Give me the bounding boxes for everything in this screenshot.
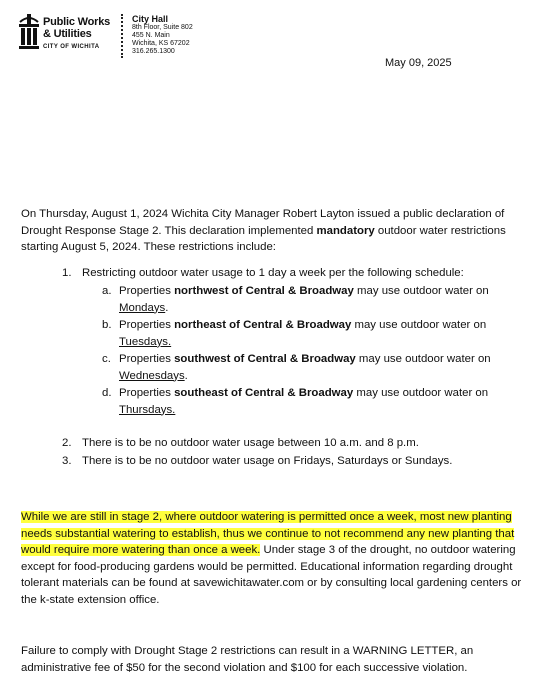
list-number: 2. <box>62 437 72 449</box>
address-line: Wichita, KS 67202 <box>132 40 190 47</box>
intro-paragraph: On Thursday, August 1, 2024 Wichita City Manager Robert Layton issued a public declaration of Drought Response Stage 2. This declaration implemented mandatory outdoor water restrictions starting August 5, 2024. These restrictions include: <box>21 208 506 253</box>
letterhead-divider <box>121 14 123 58</box>
list-item-2: There is to be no outdoor water usage between 10 a.m. and 8 p.m. <box>82 437 419 449</box>
org-line-2: & Utilities <box>43 28 92 40</box>
address-line: 8th Floor, Suite 802 <box>132 24 193 31</box>
sub-letter: c. <box>102 353 111 365</box>
mandatory-emphasis: mandatory <box>316 224 375 237</box>
list-number: 1. <box>62 267 72 279</box>
highlighted-text: While we are still in stage 2, where outdoor watering is permitted once a week, most new planting needs substantial watering to establish, thus we continue to not recommend any new planting that would require more watering than once a week. <box>21 511 515 556</box>
sub-letter: d. <box>102 387 112 399</box>
sub-letter: b. <box>102 319 112 331</box>
sub-item-b: Properties northeast of Central & Broadway may use outdoor water on Tuesdays. <box>119 319 487 348</box>
sub-letter: a. <box>102 285 112 297</box>
city-of-wichita-logo-icon <box>18 14 40 50</box>
org-line-1: Public Works <box>43 16 111 28</box>
recommendation-paragraph <box>21 509 533 608</box>
paragraph-text: Under stage 3 of the drought, no outdoor watering except for food-producing gardens would be permitted. Educational information regarding drought tolerant materials can be found at savewichitawater.com or by consulting local gardening centers or the k-state extension office. <box>21 544 522 606</box>
list-number: 3. <box>62 455 72 467</box>
office-title: City Hall <box>132 14 169 24</box>
phone-number: 316.265.1300 <box>132 48 175 55</box>
list-item-1: Restricting outdoor water usage to 1 day a week per the following schedule: <box>82 267 464 279</box>
letter-date: May 09, 2025 <box>385 57 452 69</box>
org-line-3: CITY OF WICHITA <box>43 44 100 50</box>
org-name <box>43 16 110 53</box>
list-item-3: There is to be no outdoor water usage on Fridays, Saturdays or Sundays. <box>82 455 453 467</box>
sub-item-d: Properties southeast of Central & Broadway may use outdoor water on Thursdays. <box>119 387 489 416</box>
sub-item-a: Properties northwest of Central & Broadway may use outdoor water on Mondays. <box>119 285 489 314</box>
sub-item-c: Properties southwest of Central & Broadway may use outdoor water on Wednesdays. <box>119 353 491 382</box>
office-address <box>132 14 193 56</box>
address-line: 455 N. Main <box>132 32 170 39</box>
penalty-paragraph: Failure to comply with Drought Stage 2 restrictions can result in a WARNING LETTER, an administrative fee of $50 for the second violation and $100 for each successive violation. <box>21 645 474 674</box>
